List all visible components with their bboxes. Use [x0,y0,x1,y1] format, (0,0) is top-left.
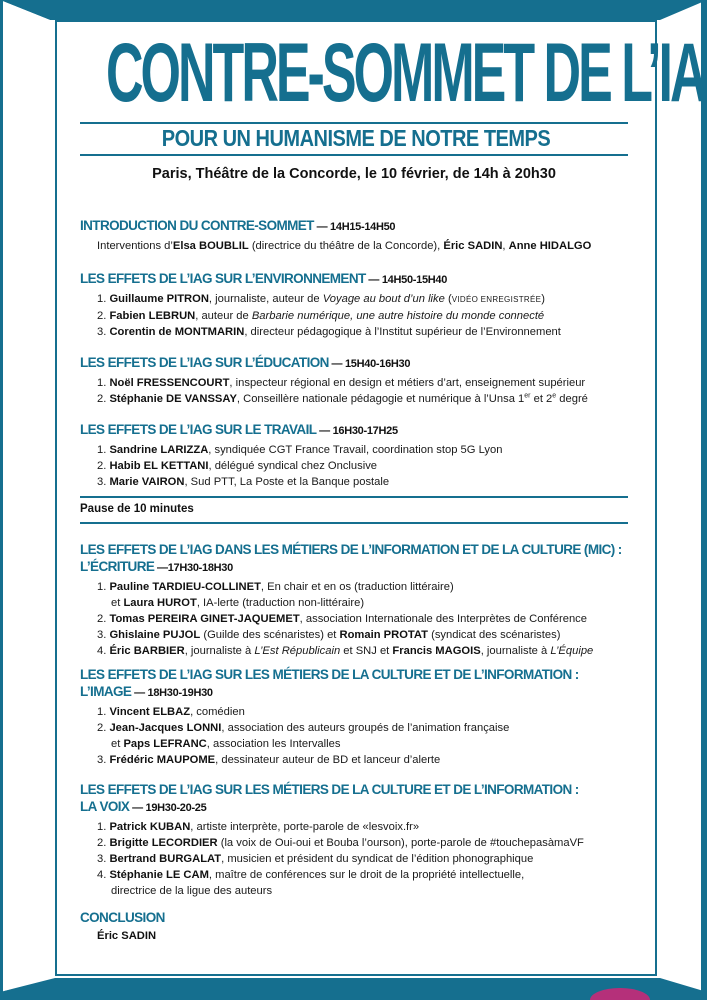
section-title: L’IMAGE — 18H30-19H30 [80,684,213,699]
pause-rule-bottom [80,522,628,524]
list-item: 3. Corentin de MONTMARIN, directeur pédagogique à l’Institut supérieur de l’Environnement [97,326,561,338]
section-time: — 18H30-19H30 [131,687,213,699]
list-item: 3. Ghislaine PUJOL (Guilde des scénaristes) et Romain PROTAT (syndicat des scénaristes) [97,629,561,641]
section-ecriture [80,541,640,659]
page-title: CONTRE-SOMMET DE L’IA [106,27,705,121]
section-environnement [80,270,640,340]
section-title: LA VOIX — 19H30-20-25 [80,799,207,814]
section-title: INTRODUCTION DU CONTRE-SOMMET — 14H15-14H50 [80,218,396,233]
section-title: LES EFFETS DE L’IAG SUR L’ENVIRONNEMENT — 14H50-15H40 [80,271,448,286]
list-item: 2. Brigitte LECORDIER (la voix de Oui-oui et Bouba l’ourson), porte-parole de #touchepasàmaVF [97,837,584,849]
list-item: 2. Stéphanie DE VANSSAY, Conseillère nationale pédagogie et numérique à l’Unsa 1er et 2e degré [97,392,588,405]
section-title: LES EFFETS DE L’IAG SUR LES MÉTIERS DE LA CULTURE ET DE L’INFORMATION : [80,667,579,682]
list-item: 1. Patrick KUBAN, artiste interprète, porte-parole de «lesvoix.fr» [97,821,420,833]
list-item: 2. Jean-Jacques LONNI, association des auteurs groupés de l’animation française [97,722,510,734]
list-item: 3. Frédéric MAUPOME, dessinateur auteur de BD et lanceur d’alerte [97,754,441,766]
section-time: —17H30-18H30 [154,562,233,574]
subtitle-rule [80,154,628,156]
section-time: — 14H15-14H50 [313,221,396,233]
section-travail [80,421,640,490]
section-conclusion [80,909,640,944]
list-item: et Laura HUROT, IA-lerte (traduction non-littéraire) [111,597,365,609]
section-time: — 14H50-15H40 [365,274,448,286]
list-item: directrice de la ligue des auteurs [111,885,273,897]
section-title: LES EFFETS DE L’IAG DANS LES MÉTIERS DE L’INFORMATION ET DE LA CULTURE (MIC) : [80,542,622,557]
section-title: LES EFFETS DE L’IAG SUR LE TRAVAIL — 16H30-17H25 [80,422,398,437]
list-item: 4. Éric BARBIER, journaliste à L’Est Républicain et SNJ et Francis MAGOIS, journaliste à L’Équipe [97,645,594,657]
list-item: Interventions d’Elsa BOUBLIL (directrice du théâtre de la Concorde), Éric SADIN, Anne HIDALGO [97,240,592,252]
section-title: L’ÉCRITURE —17H30-18H30 [80,559,233,574]
section-title: LES EFFETS DE L’IAG SUR LES MÉTIERS DE LA CULTURE ET DE L’INFORMATION : [80,782,579,797]
list-item: 1. Guillaume PITRON, journaliste, auteur de Voyage au bout d’un like (VIDÉO ENREGISTRÉE) [97,293,545,305]
section-time: — 16H30-17H25 [316,425,398,437]
page-subtitle: POUR UN HUMANISME DE NOTRE TEMPS [161,126,551,152]
pause-label: Pause de 10 minutes [80,503,194,515]
title-rule [80,122,628,124]
section-introduction [80,217,640,254]
section-time: — 19H30-20-25 [129,802,207,814]
list-item: 1. Noël FRESSENCOURT, inspecteur régional en design et métiers d’art, enseignement supérieur [97,377,586,389]
list-item: 2. Tomas PEREIRA GINET-JAQUEMET, association Internationale des Interprètes de Conférence [97,613,587,625]
section-time: — 15H40-16H30 [328,358,411,370]
section-image [80,666,640,768]
section-title: CONCLUSION [80,910,165,925]
section-education [80,354,640,407]
list-item: 3. Bertrand BURGALAT, musicien et président du syndicat de l’édition phonographique [97,853,534,865]
event-venue: Paris, Théâtre de la Concorde, le 10 février, de 14h à 20h30 [152,166,556,182]
list-item: Éric SADIN [97,930,157,942]
section-voix [80,781,640,899]
list-item: 2. Habib EL KETTANI, délégué syndical chez Onclusive [97,460,378,472]
list-item: et Paps LEFRANC, association les Intervalles [111,738,341,750]
list-item: 2. Fabien LEBRUN, auteur de Barbarie numérique, une autre histoire du monde connecté [97,310,545,322]
list-item: 3. Marie VAIRON, Sud PTT, La Poste et la Banque postale [97,476,390,488]
list-item: 4. Stéphanie LE CAM, maître de conférences sur le droit de la propriété intellectuelle, [97,869,525,881]
list-item: 1. Pauline TARDIEU-COLLINET, En chair et en os (traduction littéraire) [97,581,454,593]
list-item: 1. Vincent ELBAZ, comédien [97,706,245,718]
list-item: 1. Sandrine LARIZZA, syndiquée CGT France Travail, coordination stop 5G Lyon [97,444,503,456]
section-title: LES EFFETS DE L’IAG SUR L’ÉDUCATION — 15H40-16H30 [80,355,411,370]
pause-rule-top [80,496,628,498]
